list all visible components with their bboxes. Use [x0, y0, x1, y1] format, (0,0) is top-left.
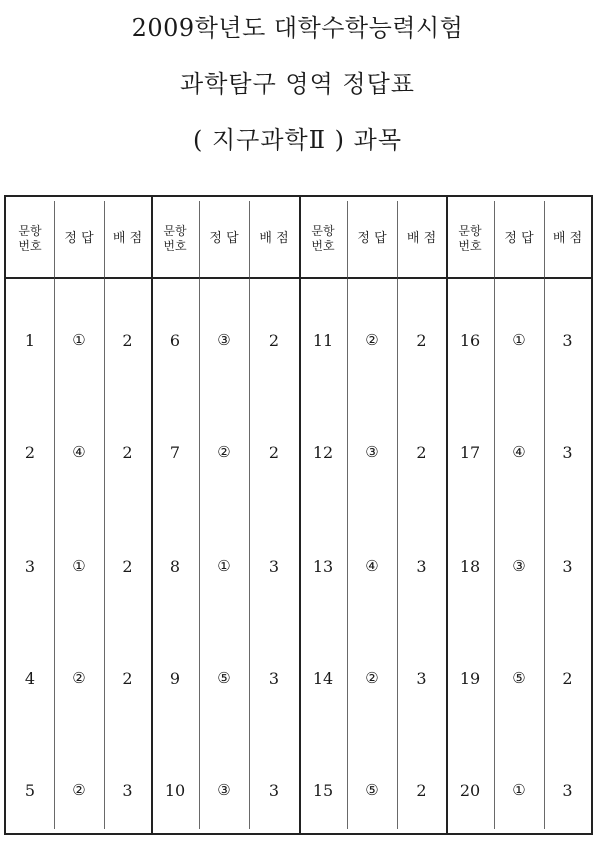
group-divider: [151, 197, 153, 833]
header-answer: 정 답: [209, 231, 239, 246]
header-question-number-bottom: 번호: [311, 239, 335, 253]
header-question-number-top: 문항: [311, 224, 335, 238]
correct-answer: ④: [512, 443, 526, 461]
column-divider: [347, 201, 348, 829]
score-value: 3: [416, 556, 427, 576]
question-number: 9: [169, 668, 181, 688]
header-question-number-bottom: 번호: [163, 239, 187, 253]
correct-answer: ④: [365, 557, 379, 575]
question-number: 14: [312, 668, 334, 688]
answer-group-2: [151, 197, 299, 833]
score-value: 3: [562, 330, 573, 350]
answer-group-4: [446, 197, 591, 833]
question-number: 17: [459, 442, 481, 462]
correct-answer: ②: [365, 331, 379, 349]
correct-answer: ②: [72, 781, 86, 799]
correct-answer: ①: [512, 331, 526, 349]
score-value: 3: [562, 556, 573, 576]
header-answer: 정 답: [357, 231, 387, 246]
header-question-number-top: 문항: [163, 224, 187, 238]
question-number: 1: [24, 330, 36, 350]
score-value: 3: [416, 668, 427, 688]
score-value: 2: [268, 442, 280, 462]
correct-answer: ⑤: [217, 669, 231, 687]
header-answer: 정 답: [504, 231, 534, 246]
column-divider: [544, 201, 545, 829]
score-value: 2: [268, 330, 280, 350]
question-number: 12: [312, 442, 334, 462]
column-divider: [249, 201, 250, 829]
answer-table: [4, 195, 593, 835]
correct-answer: ②: [72, 669, 86, 687]
correct-answer: ①: [72, 557, 86, 575]
question-number: 16: [459, 330, 481, 350]
header-question-number: [446, 215, 494, 263]
column-divider: [397, 201, 398, 829]
question-number: 5: [24, 780, 36, 800]
score-value: 2: [122, 556, 133, 576]
score-value: 2: [122, 668, 133, 688]
column-divider: [494, 201, 495, 829]
question-number: 19: [459, 668, 481, 688]
correct-answer: ③: [512, 557, 526, 575]
score-value: 3: [562, 780, 573, 800]
score-value: 3: [122, 780, 133, 800]
column-divider: [199, 201, 200, 829]
correct-answer: ⑤: [365, 781, 379, 799]
title-subject: ( 지구과학Ⅱ ) 과목: [192, 126, 403, 154]
score-value: 3: [562, 442, 573, 462]
correct-answer: ①: [217, 557, 231, 575]
column-divider: [104, 201, 105, 829]
question-number: 2: [24, 442, 36, 462]
header-question-number-bottom: 번호: [458, 239, 482, 253]
question-number: 4: [24, 668, 36, 688]
answer-group-3: [299, 197, 446, 833]
header-question-number-bottom: 번호: [18, 239, 42, 253]
group-divider: [446, 197, 448, 833]
column-divider: [54, 201, 55, 829]
correct-answer: ④: [72, 443, 86, 461]
score-value: 3: [268, 780, 280, 800]
question-number: 11: [312, 330, 334, 350]
correct-answer: ①: [512, 781, 526, 799]
header-question-number: [151, 215, 199, 263]
question-number: 18: [459, 556, 481, 576]
question-number: 8: [169, 556, 181, 576]
correct-answer: ①: [72, 331, 86, 349]
correct-answer: ③: [365, 443, 379, 461]
group-divider: [299, 197, 301, 833]
correct-answer: ③: [217, 331, 231, 349]
header-score: 배 점: [259, 231, 289, 246]
score-value: 2: [416, 330, 427, 350]
header-question-number: [299, 215, 347, 263]
title-answer-sheet: 과학탐구 영역 정답표: [180, 70, 415, 98]
score-value: 2: [416, 780, 427, 800]
question-number: 15: [312, 780, 334, 800]
question-number: 6: [169, 330, 181, 350]
score-value: 3: [268, 556, 280, 576]
header-answer: 정 답: [64, 231, 94, 246]
score-value: 2: [416, 442, 427, 462]
question-number: 13: [312, 556, 334, 576]
score-value: 2: [122, 330, 133, 350]
header-score: 배 점: [112, 231, 143, 246]
header-question-number: [6, 215, 54, 263]
question-number: 20: [459, 780, 481, 800]
header-question-number-top: 문항: [458, 224, 482, 238]
question-number: 3: [24, 556, 36, 576]
score-value: 2: [562, 668, 573, 688]
correct-answer: ③: [217, 781, 231, 799]
correct-answer: ⑤: [512, 669, 526, 687]
title-exam-name: 2009학년도 대학수학능력시험: [131, 14, 464, 42]
question-number: 7: [169, 442, 181, 462]
header-score: 배 점: [552, 231, 583, 246]
question-number: 10: [164, 780, 186, 800]
header-question-number-top: 문항: [18, 224, 42, 238]
correct-answer: ②: [217, 443, 231, 461]
answer-group-1: [6, 197, 151, 833]
correct-answer: ②: [365, 669, 379, 687]
header-score: 배 점: [406, 231, 437, 246]
score-value: 3: [268, 668, 280, 688]
score-value: 2: [122, 442, 133, 462]
